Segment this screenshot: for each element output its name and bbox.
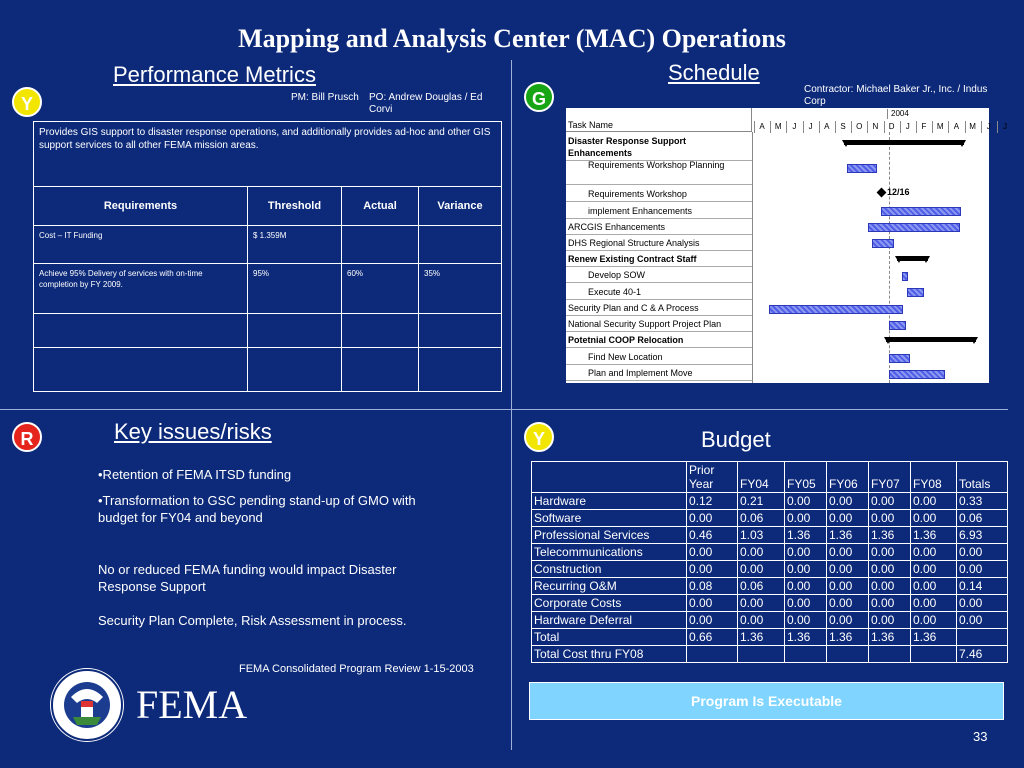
budget-cell: 0.00 [687,544,738,561]
table-cell [419,226,502,264]
budget-row-label: Hardware [532,493,687,510]
budget-cell: 0.00 [785,561,827,578]
table-cell: 60% [342,264,419,314]
budget-cell: 0.00 [911,595,957,612]
table-cell [419,314,502,348]
budget-column-header: FY06 [827,462,869,493]
budget-cell: 1.36 [869,629,911,646]
performance-status-badge: Y [12,87,42,117]
contractor-text: Contractor: Michael Baker Jr., Inc. / Indus Corp [804,84,988,107]
gantt-summary-bar [886,337,976,342]
schedule-status-badge: G [524,82,554,112]
budget-cell [687,646,738,663]
gantt-task-bar [881,207,961,216]
month-label: D [884,121,899,133]
table-cell [248,348,342,392]
budget-cell: 0.00 [869,493,911,510]
budget-cell: 0.00 [911,612,957,629]
gantt-task-bar [889,354,910,363]
budget-row [532,527,1008,544]
table-cell [342,226,419,264]
budget-table [531,461,1008,663]
month-label: J [981,121,996,133]
budget-cell: 0.00 [827,510,869,527]
budget-cell: 0.00 [911,510,957,527]
month-label: F [916,121,931,133]
budget-row [532,595,1008,612]
budget-cell: 0.00 [827,578,869,595]
budget-cell: 0.00 [827,612,869,629]
budget-cell: 0.33 [957,493,1008,510]
budget-row [532,612,1008,629]
budget-cell: 0.00 [827,544,869,561]
budget-row [532,629,1008,646]
budget-row-label: Recurring O&M [532,578,687,595]
risk-note: No or reduced FEMA funding would impact Disaster Response Support [98,562,397,594]
table-cell [419,348,502,392]
milestone-label: 12/16 [887,187,910,197]
risk-bullet: •Transformation to GSC pending stand-up of GMO with budget for FY04 and beyond [98,493,416,525]
today-line [889,132,890,383]
table-row [34,348,502,392]
budget-cell: 1.36 [827,629,869,646]
table-cell: Cost – IT Funding [34,226,248,264]
table-cell: 35% [419,264,502,314]
gantt-task-name: Security Plan and C & A Process [566,300,752,316]
budget-cell: 0.00 [827,595,869,612]
budget-cell: 0.00 [738,561,785,578]
budget-cell: 0.00 [957,612,1008,629]
risk-bullet: •Retention of FEMA ITSD funding [98,467,292,482]
budget-cell: 0.00 [911,578,957,595]
gantt-summary-bar [897,256,928,261]
program-description: Provides GIS support to disaster response operations, and additionally provides ad-hoc and other GIS support services to all other FEMA mission areas. [34,122,502,187]
budget-cell: 0.00 [869,578,911,595]
key-issues-heading: Key issues/risks [114,419,272,444]
budget-cell: 0.21 [738,493,785,510]
budget-cell: 0.00 [785,544,827,561]
budget-cell: 1.36 [911,527,957,544]
budget-cell: 0.00 [957,544,1008,561]
table-cell: 95% [248,264,342,314]
budget-column-header: Prior Year [687,462,738,493]
budget-cell: 0.14 [957,578,1008,595]
budget-row-label: Construction [532,561,687,578]
budget-column-header: Totals [957,462,1008,493]
budget-cell: 0.00 [785,595,827,612]
gantt-task-bar [872,239,894,248]
month-label: S [835,121,850,133]
month-label: O [851,121,866,133]
month-label: J [786,121,801,133]
gantt-task-name: Disaster Response Support Enhancements [566,135,752,161]
po-name: PO: Andrew Douglas / Ed Corvi [369,92,483,115]
budget-row [532,646,1008,663]
column-header: Threshold [248,187,342,226]
budget-cell: 0.00 [911,561,957,578]
month-label: A [819,121,834,133]
budget-column-header: FY07 [869,462,911,493]
gantt-task-bar [889,370,945,379]
budget-cell: 0.06 [738,510,785,527]
budget-cell: 1.36 [827,527,869,544]
table-cell [34,348,248,392]
table-row [34,314,502,348]
budget-cell [911,646,957,663]
budget-cell: 0.00 [738,595,785,612]
budget-cell: 0.00 [911,493,957,510]
horizontal-divider [0,409,1008,410]
budget-cell: 0.00 [827,493,869,510]
gantt-task-bar [889,321,906,330]
month-label: J [900,121,915,133]
month-label: J [803,121,818,133]
review-footer: FEMA Consolidated Program Review 1-15-2003 [239,663,474,675]
budget-row-label: Hardware Deferral [532,612,687,629]
vertical-divider [511,60,512,750]
table-row [34,226,502,264]
budget-heading: Budget [701,427,771,452]
budget-row [532,493,1008,510]
budget-row-label: Total [532,629,687,646]
month-label: N [867,121,882,133]
task-name-header: Task Name [568,120,614,130]
column-header: Requirements [34,187,248,226]
budget-cell: 7.46 [957,646,1008,663]
year-label: 2004 [887,109,909,119]
month-label: J [997,121,1012,133]
gantt-task-name: DHS Regional Structure Analysis [566,235,752,251]
budget-row [532,561,1008,578]
month-label: M [965,121,980,133]
budget-row-label: Software [532,510,687,527]
table-cell: Achieve 95% Delivery of services with on-time completion by FY 2009. [34,264,248,314]
table-cell: $ 1.359M [248,226,342,264]
schedule-heading: Schedule [668,60,760,85]
gantt-task-name: Potetnial COOP Relocation [566,332,752,348]
budget-column-header: FY04 [738,462,785,493]
risks-status-badge: R [12,422,42,452]
gantt-task-bar [902,272,908,281]
milestone-diamond [877,188,887,198]
table-cell [34,314,248,348]
gantt-task-name: Execute 40-1 [566,284,752,300]
budget-cell [869,646,911,663]
table-cell [248,314,342,348]
budget-cell: 0.00 [738,612,785,629]
budget-cell: 0.00 [687,510,738,527]
budget-cell: 0.00 [687,595,738,612]
budget-row [532,510,1008,527]
budget-cell: 0.12 [687,493,738,510]
gantt-summary-bar [844,140,964,145]
budget-cell: 0.00 [785,612,827,629]
budget-cell: 0.00 [687,612,738,629]
budget-column-header [532,462,687,493]
budget-cell [738,646,785,663]
budget-cell: 0.00 [687,561,738,578]
budget-cell: 6.93 [957,527,1008,544]
gantt-task-bar [907,288,924,297]
budget-cell: 0.46 [687,527,738,544]
budget-cell: 1.36 [785,629,827,646]
budget-cell: 0.06 [738,578,785,595]
gantt-task-name: implement Enhancements [566,203,752,219]
gantt-task-name: Requirements Workshop [566,186,752,202]
budget-row-label: Total Cost thru FY08 [532,646,687,663]
gantt-task-name: Requirements Workshop Planning [566,159,752,185]
slide-title: Mapping and Analysis Center (MAC) Operations [238,24,786,53]
budget-cell: 0.00 [785,493,827,510]
budget-cell: 0.00 [869,510,911,527]
budget-cell [785,646,827,663]
budget-cell: 0.00 [869,595,911,612]
page-number: 33 [973,729,988,744]
budget-cell: 0.08 [687,578,738,595]
budget-cell: 1.36 [911,629,957,646]
budget-cell: 0.00 [738,544,785,561]
budget-cell: 0.00 [869,561,911,578]
table-cell [342,314,419,348]
gantt-task-bar [769,305,903,314]
budget-cell: 0.06 [957,510,1008,527]
budget-column-header: FY05 [785,462,827,493]
budget-cell: 0.00 [785,578,827,595]
budget-cell: 0.00 [869,612,911,629]
performance-metrics-heading: Performance Metrics [113,62,316,87]
budget-cell: 0.00 [869,544,911,561]
month-label: A [948,121,963,133]
gantt-task-name: ARCGIS Enhancements [566,219,752,235]
budget-cell: 0.66 [687,629,738,646]
gantt-chart [566,108,1007,383]
gantt-task-name: National Security Support Project Plan [566,316,752,332]
gantt-task-name: Develop SOW [566,267,752,283]
gantt-task-name: Find New Location [566,349,752,365]
program-executable-banner: Program Is Executable [529,682,1004,720]
budget-cell: 0.00 [827,561,869,578]
month-label: M [932,121,947,133]
column-header: Actual [342,187,419,226]
budget-cell [957,629,1008,646]
budget-cell: 1.36 [869,527,911,544]
budget-row-label: Professional Services [532,527,687,544]
budget-cell: 0.00 [785,510,827,527]
budget-cell [827,646,869,663]
month-label: A [754,121,769,133]
budget-row [532,544,1008,561]
performance-metrics-table [33,121,502,392]
budget-cell: 1.03 [738,527,785,544]
fema-wordmark: FEMA [136,682,248,727]
budget-cell: 1.36 [738,629,785,646]
budget-row-label: Corporate Costs [532,595,687,612]
table-row [34,264,502,314]
budget-column-header: FY08 [911,462,957,493]
budget-cell: 0.00 [911,544,957,561]
gantt-task-name: Plan and Implement Move [566,365,752,381]
gantt-task-name: Renew Existing Contract Staff [566,251,752,267]
dhs-seal-logo [49,667,125,743]
column-header: Variance [419,187,502,226]
table-cell [342,348,419,392]
budget-cell: 0.00 [957,595,1008,612]
gantt-task-bar [868,223,960,232]
budget-row [532,578,1008,595]
gantt-task-bar [847,164,877,173]
budget-row-label: Telecommunications [532,544,687,561]
budget-status-badge: Y [524,422,554,452]
budget-cell: 1.36 [785,527,827,544]
budget-cell: 0.00 [957,561,1008,578]
pm-name: PM: Bill Prusch [291,92,359,103]
month-label: M [770,121,785,133]
risk-note: Security Plan Complete, Risk Assessment in process. [98,613,407,628]
